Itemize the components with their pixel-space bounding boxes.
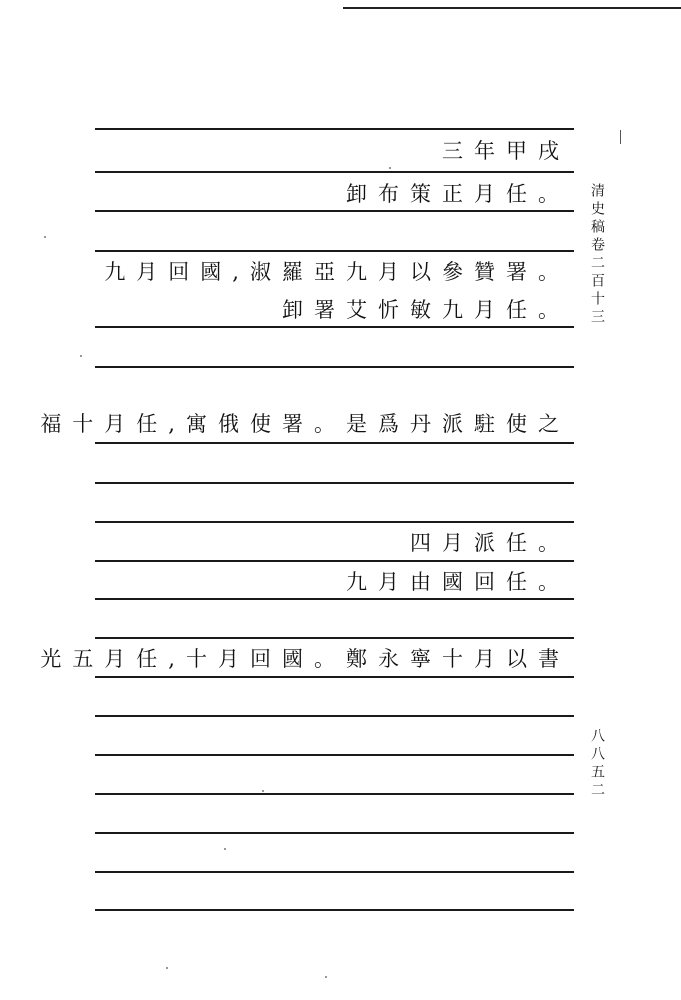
rule-line	[95, 871, 574, 873]
rule-line	[95, 754, 574, 756]
speck	[166, 967, 168, 969]
row-text-7: 福十月任,寓俄使署。是爲丹派駐使之	[40, 412, 570, 436]
row-text-5: 卸署艾忻敏九月任。	[282, 298, 570, 322]
text-row-4	[100, 254, 570, 288]
rule-line	[95, 521, 574, 523]
text-row-5	[100, 292, 570, 326]
row-text-13: 光五月任,十月回國。鄭永寧十月以書	[40, 647, 570, 671]
text-row-7	[40, 406, 570, 440]
rule-line	[95, 832, 574, 834]
rule-line	[95, 598, 574, 600]
rule-line	[95, 128, 574, 130]
row-text-10: 四月派任。	[410, 531, 570, 555]
rule-line	[95, 560, 574, 562]
rule-line	[95, 366, 574, 368]
rule-line	[95, 171, 574, 173]
top-rule	[343, 7, 681, 9]
rule-line	[95, 676, 574, 678]
row-text-11: 九月由國回任。	[346, 570, 570, 594]
rule-line	[95, 442, 574, 444]
rule-line	[95, 250, 574, 252]
speck	[44, 236, 46, 238]
speck	[325, 976, 327, 978]
text-row-1	[100, 133, 570, 167]
row-text-1: 三年甲戌	[442, 139, 570, 163]
speck	[224, 848, 226, 850]
speck	[262, 790, 264, 792]
row-text-4: 九月回國,淑羅亞九月以參贊署。	[104, 260, 570, 284]
rule-line	[95, 637, 574, 639]
rule-line	[95, 715, 574, 717]
running-title: 清史稿卷二百十三	[589, 183, 605, 327]
text-row-11	[100, 564, 570, 598]
rule-line	[95, 210, 574, 212]
text-row-10	[100, 525, 570, 559]
rule-line	[95, 326, 574, 328]
page-number: 八八五二	[589, 728, 605, 800]
speck	[389, 167, 391, 169]
row-text-2: 卸布策正月任。	[346, 182, 570, 206]
rule-line	[95, 909, 574, 911]
rule-line	[95, 482, 574, 484]
text-row-2	[100, 176, 570, 210]
speck	[80, 355, 82, 357]
text-row-13	[40, 641, 570, 675]
edge-mark	[620, 130, 621, 144]
rule-line	[95, 793, 574, 795]
